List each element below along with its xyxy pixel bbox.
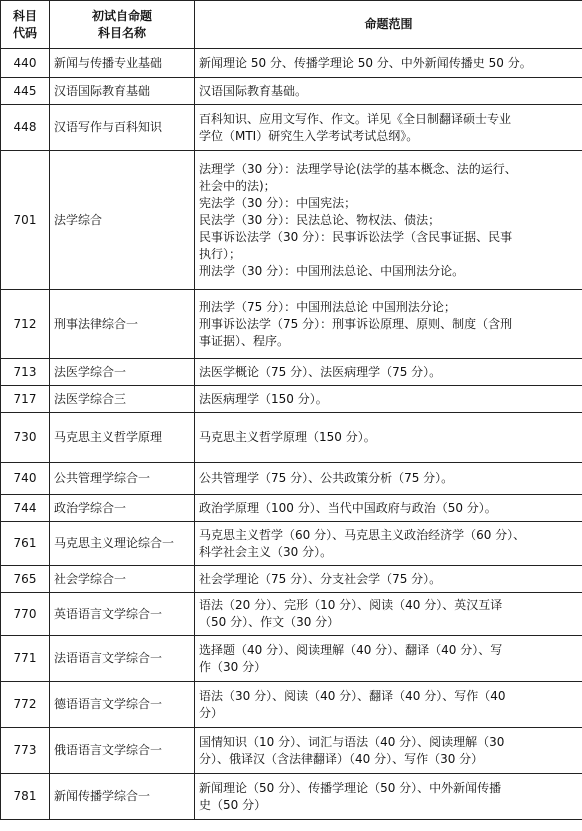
subject-code-cell: 770: [1, 593, 50, 636]
exam-scope-cell: 选择题（40 分）、阅读理解（40 分）、翻译（40 分）、写 作（30 分）: [195, 636, 582, 682]
subject-name-cell: 社会学综合一: [50, 566, 195, 593]
subject-name-cell: 新闻传播学综合一: [50, 774, 195, 820]
exam-scope-cell: 语法（20 分）、完形（10 分）、阅读（40 分）、英汉互译 （50 分）、作文（30 分）: [195, 593, 582, 636]
header-subject-code: 科目 代码: [1, 1, 50, 49]
subject-code-cell: 771: [1, 636, 50, 682]
header-exam-scope: 命题范围: [195, 1, 582, 49]
exam-scope-cell: 法理学（30 分）：法理学导论(法学的基本概念、法的运行、 社会中的法)； 宪法学（30 分）：中国宪法； 民法学（30 分）：民法总论、物权法、债法； 民事诉讼法学（30 分）：民事诉讼法学（含民事证据、民事 执行）； 刑法学（30 分）：中国刑法总论、中国刑法分论。: [195, 151, 582, 290]
table-row: [1, 290, 582, 359]
exam-scope-cell: 刑法学（75 分）：中国刑法总论 中国刑法分论； 刑事诉讼法学（75 分）：刑事诉讼原理、原则、制度（含刑 事证据）、程序。: [195, 290, 582, 359]
subject-code-cell: 773: [1, 728, 50, 774]
subject-name-cell: 新闻与传播专业基础: [50, 49, 195, 78]
subject-name-cell: 法学综合: [50, 151, 195, 290]
subject-code-cell: 445: [1, 78, 50, 105]
subject-name-cell: 法医学综合一: [50, 359, 195, 386]
subject-name-cell: 德语语言文学综合一: [50, 682, 195, 728]
subject-code-cell: 730: [1, 413, 50, 463]
subject-name-cell: 马克思主义哲学原理: [50, 413, 195, 463]
exam-scope-cell: 公共管理学（75 分）、公共政策分析（75 分）。: [195, 463, 582, 495]
exam-scope-cell: 马克思主义哲学（60 分）、马克思主义政治经济学（60 分）、 科学社会主义（30 分）。: [195, 522, 582, 566]
table-row: [1, 105, 582, 151]
table-row: [1, 413, 582, 463]
exam-scope-cell: 法医学概论（75 分）、法医病理学（75 分）。: [195, 359, 582, 386]
exam-scope-cell: 国情知识（10 分）、词汇与语法（40 分）、阅读理解（30 分）、俄译汉（含法律翻译）（40 分）、写作（30 分）: [195, 728, 582, 774]
subject-name-cell: 英语语言文学综合一: [50, 593, 195, 636]
subject-name-cell: 汉语写作与百科知识: [50, 105, 195, 151]
subject-code-cell: 717: [1, 386, 50, 413]
table-row: [1, 463, 582, 495]
subject-name-cell: 马克思主义理论综合一: [50, 522, 195, 566]
exam-scope-cell: 语法（30 分）、阅读（40 分）、翻译（40 分）、写作（40 分）: [195, 682, 582, 728]
subject-name-cell: 俄语语言文学综合一: [50, 728, 195, 774]
exam-scope-cell: 新闻理论（50 分）、传播学理论（50 分）、中外新闻传播 史（50 分）: [195, 774, 582, 820]
subject-name-cell: 汉语国际教育基础: [50, 78, 195, 105]
subject-code-cell: 740: [1, 463, 50, 495]
subject-name-cell: 法语语言文学综合一: [50, 636, 195, 682]
subject-code-cell: 440: [1, 49, 50, 78]
exam-scope-cell: 社会学理论（75 分）、分支社会学（75 分）。: [195, 566, 582, 593]
table-row: [1, 359, 582, 386]
subject-code-cell: 781: [1, 774, 50, 820]
exam-scope-cell: 百科知识、应用文写作、作文。详见《全日制翻译硕士专业 学位（MTI）研究生入学考试考试总纲》。: [195, 105, 582, 151]
table-row: [1, 386, 582, 413]
exam-scope-cell: 政治学原理（100 分）、当代中国政府与政治（50 分）。: [195, 495, 582, 522]
exam-scope-cell: 汉语国际教育基础。: [195, 78, 582, 105]
subject-name-cell: 法医学综合三: [50, 386, 195, 413]
subject-code-cell: 761: [1, 522, 50, 566]
subject-code-cell: 765: [1, 566, 50, 593]
exam-scope-cell: 马克思主义哲学原理（150 分）。: [195, 413, 582, 463]
table-row: [1, 728, 582, 774]
table-row: [1, 774, 582, 820]
subject-code-cell: 712: [1, 290, 50, 359]
subject-code-cell: 772: [1, 682, 50, 728]
table-row: [1, 495, 582, 522]
subject-name-cell: 公共管理学综合一: [50, 463, 195, 495]
table-row: [1, 78, 582, 105]
exam-scope-cell: 法医病理学（150 分）。: [195, 386, 582, 413]
table-row: [1, 593, 582, 636]
subject-name-cell: 政治学综合一: [50, 495, 195, 522]
table-row: [1, 566, 582, 593]
table-row: [1, 636, 582, 682]
subject-code-cell: 744: [1, 495, 50, 522]
subject-code-cell: 448: [1, 105, 50, 151]
table-row: [1, 682, 582, 728]
table-row: [1, 49, 582, 78]
table-header-row: [1, 1, 582, 49]
subject-code-cell: 713: [1, 359, 50, 386]
header-subject-name: 初试自命题 科目名称: [50, 1, 195, 49]
exam-scope-cell: 新闻理论 50 分、传播学理论 50 分、中外新闻传播史 50 分。: [195, 49, 582, 78]
subject-name-cell: 刑事法律综合一: [50, 290, 195, 359]
table-row: [1, 522, 582, 566]
subject-code-cell: 701: [1, 151, 50, 290]
table-body: [1, 49, 582, 820]
table-row: [1, 151, 582, 290]
